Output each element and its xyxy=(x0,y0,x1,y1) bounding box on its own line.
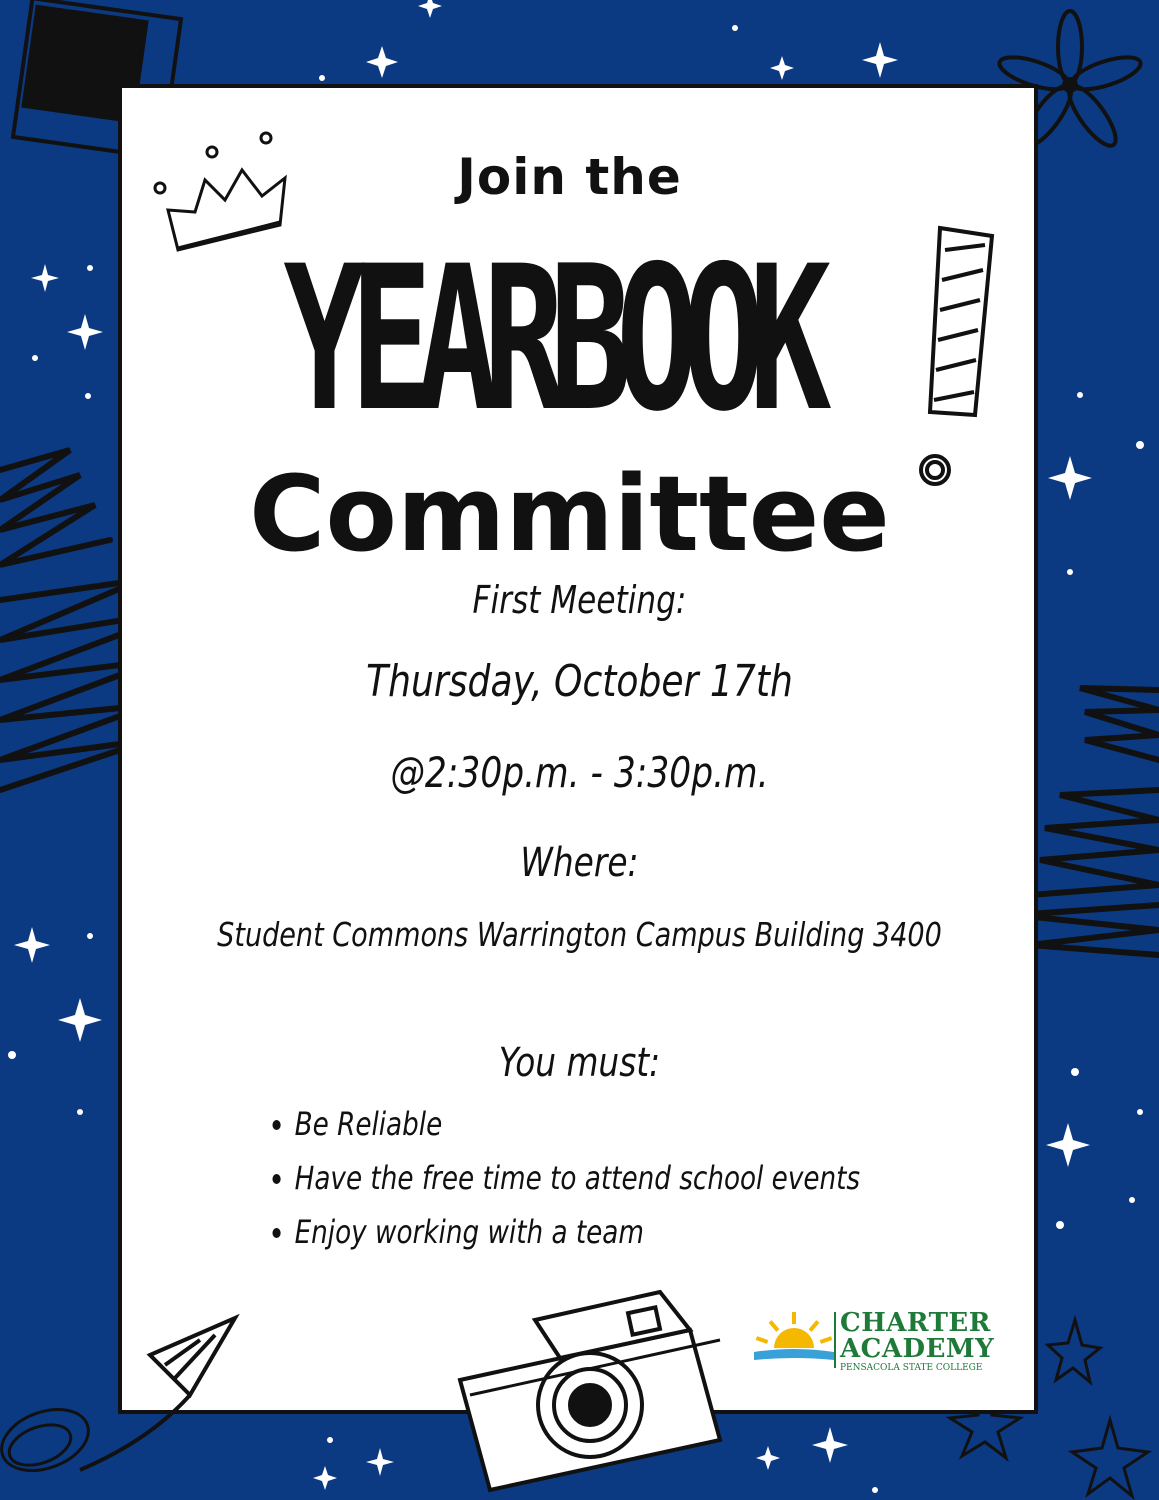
paper-plane-icon xyxy=(80,1318,235,1470)
list-item: • Enjoy working with a team xyxy=(295,1212,951,1252)
logo-divider xyxy=(834,1312,836,1368)
logo-text xyxy=(840,1310,994,1373)
yearbook-title: YEARBOOK xyxy=(283,223,816,456)
logo-line-2: ACADEMY xyxy=(840,1334,995,1364)
join-heading: Join the xyxy=(457,148,682,206)
logo-line-1: CHARTER xyxy=(840,1308,991,1338)
camera-icon xyxy=(460,1292,720,1490)
requirements-list xyxy=(270,1104,951,1266)
meeting-time: @2:30p.m. - 3:30p.m. xyxy=(390,748,769,797)
charter-academy-logo xyxy=(752,1308,1002,1373)
list-item: • Have the free time to attend school events xyxy=(295,1158,951,1198)
logo-line-3: PENSACOLA STATE COLLEGE xyxy=(840,1363,983,1373)
where-label: Where: xyxy=(520,840,639,886)
sun-logo-icon xyxy=(752,1310,836,1370)
list-item: • Be Reliable xyxy=(295,1104,951,1144)
committee-heading: Committee xyxy=(249,453,890,575)
first-meeting-label: First Meeting: xyxy=(472,578,687,622)
must-label: You must: xyxy=(498,1040,661,1086)
meeting-location: Student Commons Warrington Campus Building 3400 xyxy=(217,915,942,954)
meeting-date: Thursday, October 17th xyxy=(366,656,793,707)
